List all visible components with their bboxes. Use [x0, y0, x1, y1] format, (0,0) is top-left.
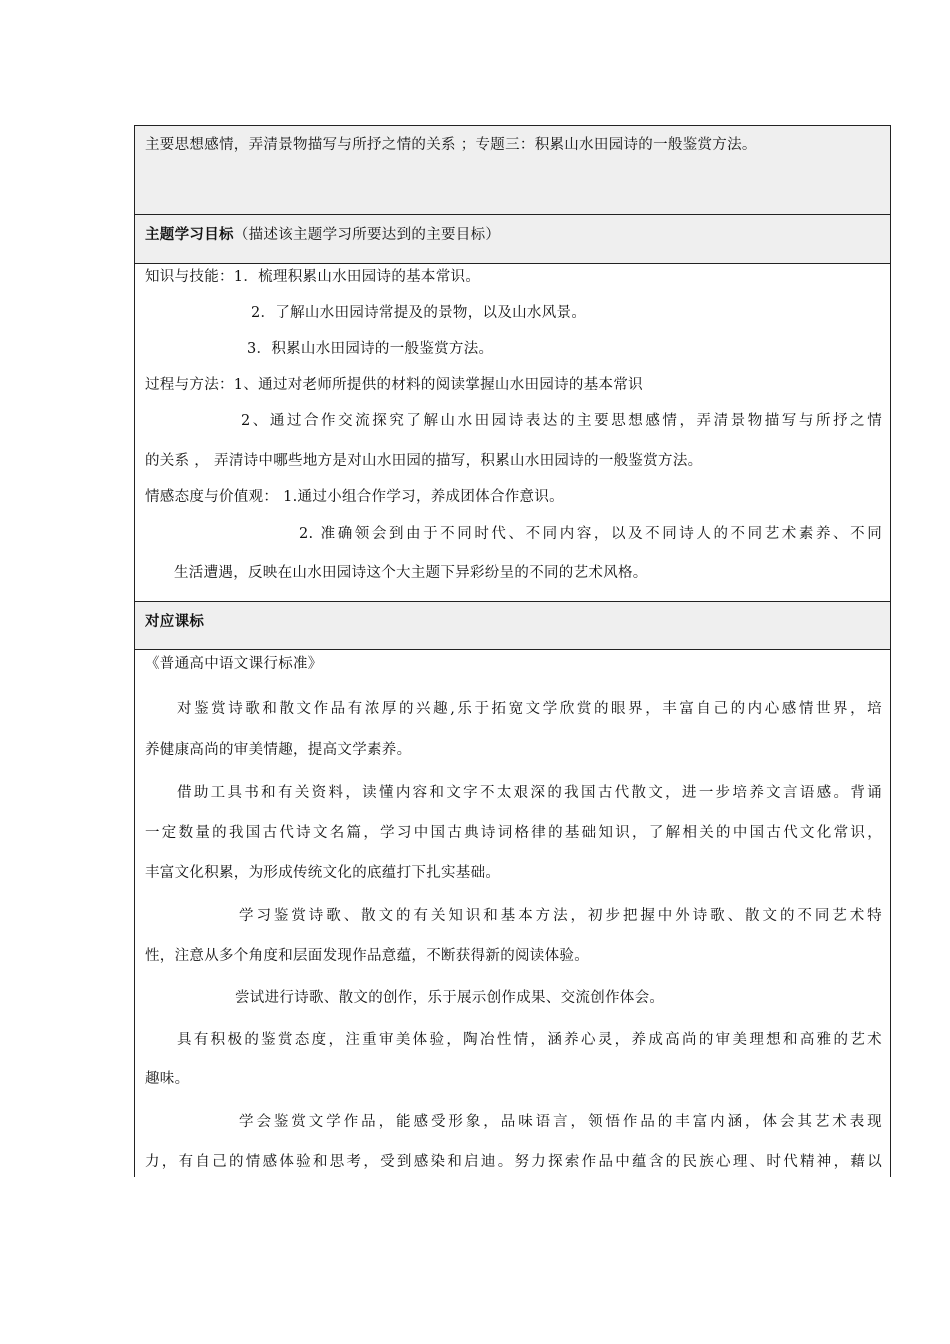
goal-line: 情感态度与价值观： 1.通过小组合作学习，养成团体合作意识。 — [145, 489, 564, 505]
learning-goals-heading — [145, 225, 882, 245]
curriculum-header-cell — [135, 602, 890, 650]
curriculum-line: 趣味。 — [145, 1071, 190, 1087]
curriculum-line: 借助工具书和有关资料，读懂内容和文字不太艰深的我国古代散文，进一步培养文言语感。背诵 — [177, 785, 882, 801]
learning-goals-header-cell — [135, 215, 890, 264]
curriculum-line: 一定数量的我国古代诗文名篇，学习中国古典诗词格律的基础知识，了解相关的中国古代文化常识， — [145, 825, 882, 841]
curriculum-line: 对鉴赏诗歌和散文作品有浓厚的兴趣,乐于拓宽文学欣赏的眼界，丰富自己的内心感情世界，培 — [177, 701, 882, 717]
curriculum-content-cell — [135, 650, 890, 1177]
goal-line: 2. 准确领会到由于不同时代、不同内容，以及不同诗人的不同艺术素养、不同 — [299, 526, 882, 542]
goal-line: 过程与方法：1、通过对老师所提供的材料的阅读掌握山水田园诗的基本常识 — [145, 377, 643, 393]
curriculum-line: 养健康高尚的审美情趣，提高文学素养。 — [145, 742, 412, 758]
document-table — [134, 125, 891, 1177]
curriculum-line: 性，注意从多个角度和层面发现作品意蕴，不断获得新的阅读体验。 — [145, 948, 589, 964]
curriculum-line: 具有积极的鉴赏态度，注重审美体验，陶冶性情，涵养心灵，养成高尚的审美理想和高雅的艺术 — [177, 1032, 882, 1048]
curriculum-line: 学会鉴赏文学作品，能感受形象，品味语言，领悟作品的丰富内涵，体会其艺术表现 — [239, 1114, 882, 1130]
learning-goals-title: 主题学习目标 — [145, 227, 234, 243]
goal-line: 的关系 ， 弄清诗中哪些地方是对山水田园的描写，积累山水田园诗的一般鉴赏方法。 — [145, 453, 703, 469]
curriculum-line: 学习鉴赏诗歌、散文的有关知识和基本方法，初步把握中外诗歌、散文的不同艺术特 — [239, 908, 882, 924]
curriculum-line: 尝试进行诗歌、散文的创作，乐于展示创作成果、交流创作体会。 — [235, 990, 665, 1006]
learning-goals-subtitle: （描述该主题学习所要达到的主要目标） — [233, 227, 501, 243]
curriculum-line: 力，有自己的情感体验和思考，受到感染和启迪。努力探索作品中蕴含的民族心理、时代精神，藉以 — [145, 1154, 882, 1170]
topic-summary-cell — [135, 126, 890, 215]
goal-line: 2、通过合作交流探究了解山水田园诗表达的主要思想感情，弄清景物描写与所抒之情 — [241, 413, 882, 429]
curriculum-line: 丰富文化积累，为形成传统文化的底蕴打下扎实基础。 — [145, 865, 501, 881]
curriculum-line: 《普通高中语文课行标准》 — [145, 656, 323, 672]
topic-summary-text: 主要思想感情，弄清景物描写与所抒之情的关系 ；专题三：积累山水田园诗的一般鉴赏方法。 — [145, 137, 757, 153]
learning-goals-content-cell — [135, 264, 890, 602]
goal-line: 3．积累山水田园诗的一般鉴赏方法。 — [247, 341, 494, 357]
goal-line: 生活遭遇，反映在山水田园诗这个大主题下异彩纷呈的不同的艺术风格。 — [174, 565, 648, 581]
curriculum-title: 对应课标 — [145, 614, 205, 630]
goal-line: 2．了解山水田园诗常提及的景物，以及山水风景。 — [251, 305, 587, 321]
goal-line: 知识与技能：1．梳理积累山水田园诗的基本常识。 — [145, 269, 481, 285]
